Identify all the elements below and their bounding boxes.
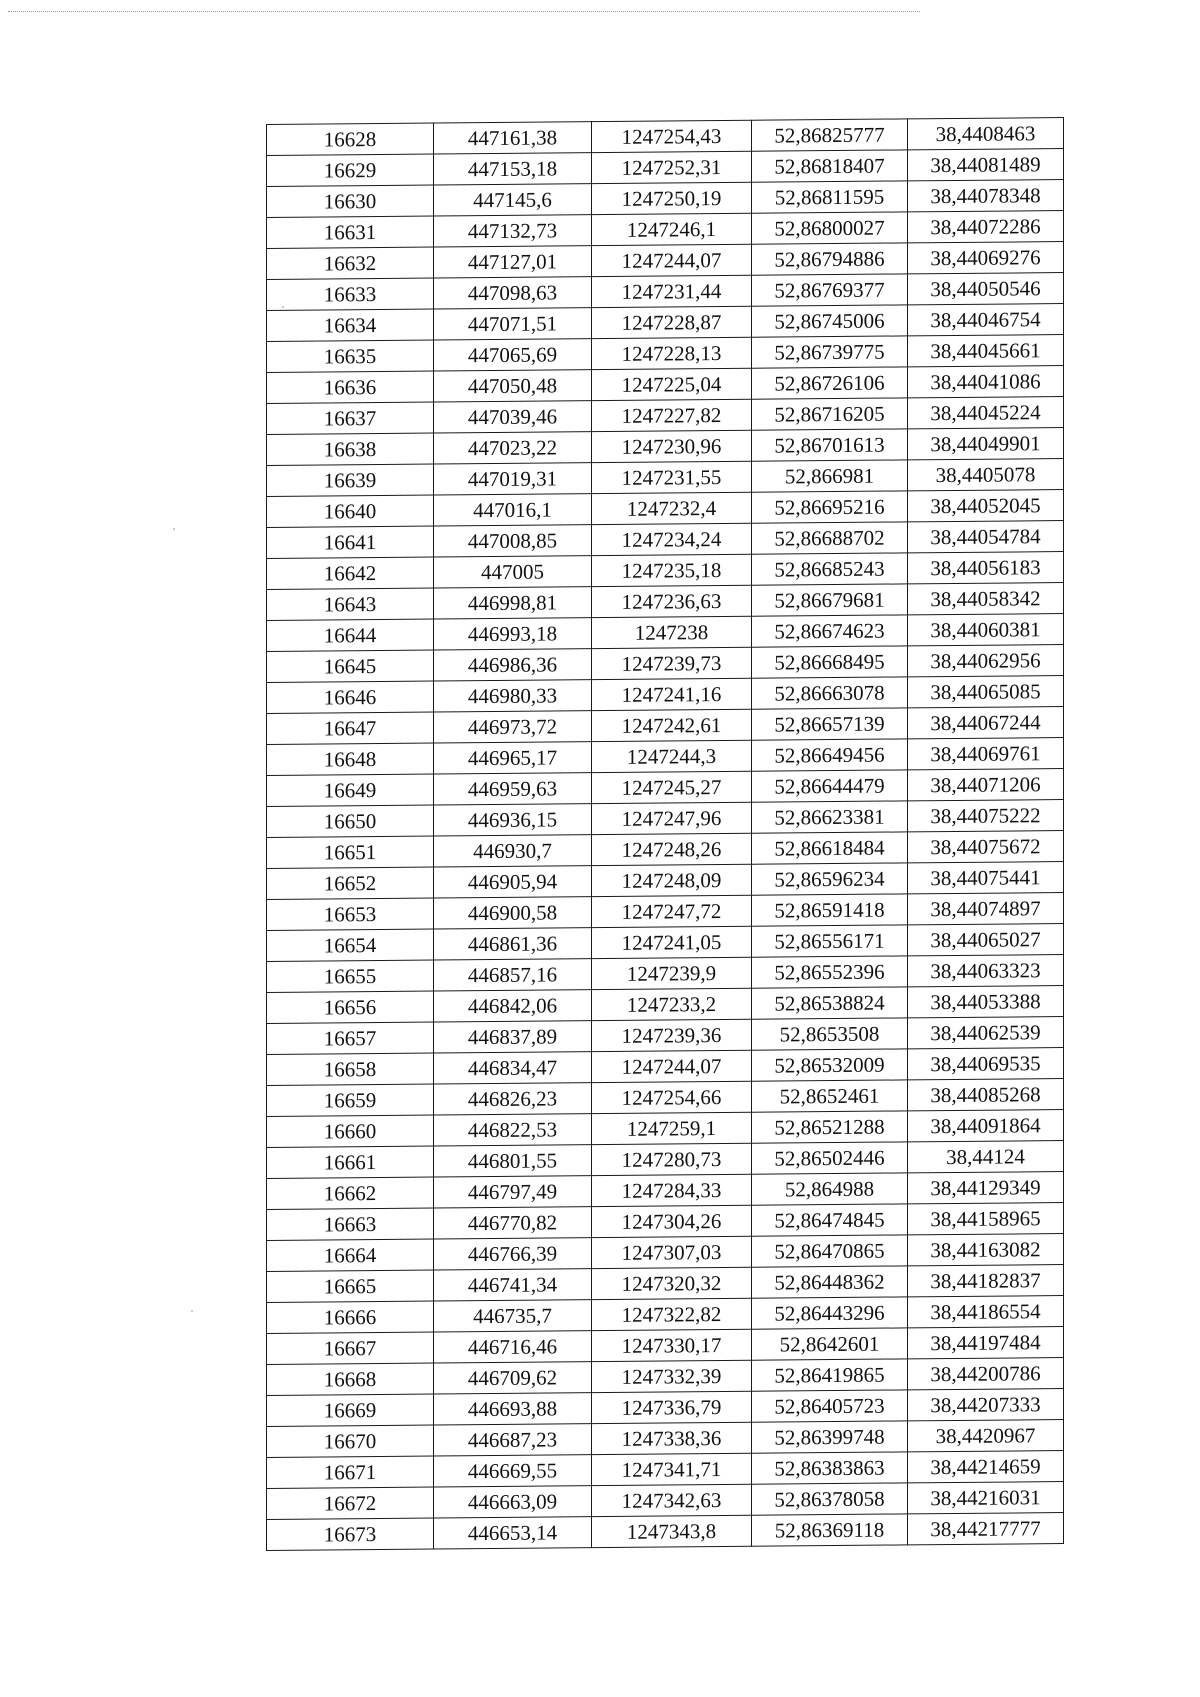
- y-coordinate-cell: 1247244,07: [592, 1050, 752, 1082]
- x-coordinate-cell: 446822,53: [434, 1114, 592, 1146]
- coordinates-table-body: [267, 118, 1064, 1551]
- latitude-cell: 52,86663078: [752, 677, 908, 709]
- x-coordinate-cell: 446986,36: [434, 649, 592, 681]
- y-coordinate-cell: 1247239,36: [592, 1019, 752, 1051]
- longitude-cell: 38,44091864: [908, 1110, 1064, 1142]
- point-number-cell: 16645: [267, 650, 434, 682]
- latitude-cell: 52,86668495: [752, 646, 908, 678]
- x-coordinate-cell: 447145,6: [434, 184, 592, 216]
- longitude-cell: 38,44182837: [908, 1265, 1064, 1297]
- point-number-cell: 16630: [267, 185, 434, 217]
- longitude-cell: 38,44158965: [908, 1203, 1064, 1235]
- point-number-cell: 16633: [267, 278, 434, 310]
- y-coordinate-cell: 1247307,03: [592, 1236, 752, 1268]
- longitude-cell: 38,44075441: [908, 862, 1064, 894]
- longitude-cell: 38,44075672: [908, 831, 1064, 863]
- latitude-cell: 52,864988: [752, 1173, 908, 1205]
- point-number-cell: 16661: [267, 1146, 434, 1178]
- longitude-cell: 38,44069535: [908, 1048, 1064, 1080]
- longitude-cell: 38,44129349: [908, 1172, 1064, 1204]
- y-coordinate-cell: 1247248,26: [592, 833, 752, 865]
- x-coordinate-cell: 447019,31: [434, 463, 592, 495]
- point-number-cell: 16671: [267, 1456, 434, 1488]
- x-coordinate-cell: 446980,33: [434, 680, 592, 712]
- point-number-cell: 16638: [267, 433, 434, 465]
- latitude-cell: 52,86383863: [752, 1452, 908, 1484]
- y-coordinate-cell: 1247231,55: [592, 461, 752, 493]
- latitude-cell: 52,86618484: [752, 832, 908, 864]
- x-coordinate-cell: 446716,46: [434, 1331, 592, 1363]
- latitude-cell: 52,86399748: [752, 1421, 908, 1453]
- latitude-cell: 52,86502446: [752, 1142, 908, 1174]
- latitude-cell: 52,8653508: [752, 1018, 908, 1050]
- x-coordinate-cell: 446861,36: [434, 928, 592, 960]
- scan-artifact-line: [8, 11, 920, 12]
- longitude-cell: 38,44081489: [908, 149, 1064, 181]
- longitude-cell: 38,44062956: [908, 645, 1064, 677]
- y-coordinate-cell: 1247332,39: [592, 1360, 752, 1392]
- point-number-cell: 16652: [267, 867, 434, 899]
- point-number-cell: 16654: [267, 929, 434, 961]
- y-coordinate-cell: 1247247,96: [592, 802, 752, 834]
- x-coordinate-cell: 446998,81: [434, 587, 592, 619]
- longitude-cell: 38,44050546: [908, 273, 1064, 305]
- y-coordinate-cell: 1247322,82: [592, 1298, 752, 1330]
- latitude-cell: 52,86623381: [752, 801, 908, 833]
- x-coordinate-cell: 447065,69: [434, 339, 592, 371]
- x-coordinate-cell: 446959,63: [434, 773, 592, 805]
- latitude-cell: 52,86745006: [752, 305, 908, 337]
- longitude-cell: 38,44085268: [908, 1079, 1064, 1111]
- y-coordinate-cell: 1247231,44: [592, 275, 752, 307]
- y-coordinate-cell: 1247250,19: [592, 182, 752, 214]
- point-number-cell: 16659: [267, 1084, 434, 1116]
- point-number-cell: 16653: [267, 898, 434, 930]
- point-number-cell: 16635: [267, 340, 434, 372]
- x-coordinate-cell: 446693,88: [434, 1393, 592, 1425]
- x-coordinate-cell: 446993,18: [434, 618, 592, 650]
- y-coordinate-cell: 1247341,71: [592, 1453, 752, 1485]
- x-coordinate-cell: 446900,58: [434, 897, 592, 929]
- y-coordinate-cell: 1247343,8: [592, 1515, 752, 1547]
- y-coordinate-cell: 1247338,36: [592, 1422, 752, 1454]
- latitude-cell: 52,86552396: [752, 956, 908, 988]
- longitude-cell: 38,44124: [908, 1141, 1064, 1173]
- y-coordinate-cell: 1247244,3: [592, 740, 752, 772]
- x-coordinate-cell: 447005: [434, 556, 592, 588]
- y-coordinate-cell: 1247241,05: [592, 926, 752, 958]
- point-number-cell: 16650: [267, 805, 434, 837]
- point-number-cell: 16658: [267, 1053, 434, 1085]
- y-coordinate-cell: 1247245,27: [592, 771, 752, 803]
- longitude-cell: 38,44216031: [908, 1482, 1064, 1514]
- point-number-cell: 16672: [267, 1487, 434, 1519]
- point-number-cell: 16634: [267, 309, 434, 341]
- latitude-cell: 52,86726106: [752, 367, 908, 399]
- point-number-cell: 16655: [267, 960, 434, 992]
- longitude-cell: 38,44053388: [908, 986, 1064, 1018]
- longitude-cell: 38,44041086: [908, 366, 1064, 398]
- x-coordinate-cell: 447039,46: [434, 401, 592, 433]
- point-number-cell: 16646: [267, 681, 434, 713]
- x-coordinate-cell: 446735,7: [434, 1300, 592, 1332]
- longitude-cell: 38,4420967: [908, 1420, 1064, 1452]
- scan-speck: [191, 1310, 193, 1312]
- point-number-cell: 16673: [267, 1518, 434, 1550]
- x-coordinate-cell: 447008,85: [434, 525, 592, 557]
- x-coordinate-cell: 447153,18: [434, 153, 592, 185]
- y-coordinate-cell: 1247230,96: [592, 430, 752, 462]
- longitude-cell: 38,44217777: [908, 1513, 1064, 1545]
- latitude-cell: 52,86811595: [752, 181, 908, 213]
- longitude-cell: 38,44214659: [908, 1451, 1064, 1483]
- latitude-cell: 52,86474845: [752, 1204, 908, 1236]
- latitude-cell: 52,86419865: [752, 1359, 908, 1391]
- latitude-cell: 52,866981: [752, 460, 908, 492]
- latitude-cell: 52,86644479: [752, 770, 908, 802]
- x-coordinate-cell: 446687,23: [434, 1424, 592, 1456]
- point-number-cell: 16647: [267, 712, 434, 744]
- x-coordinate-cell: 447127,01: [434, 246, 592, 278]
- y-coordinate-cell: 1247247,72: [592, 895, 752, 927]
- x-coordinate-cell: 446834,47: [434, 1052, 592, 1084]
- y-coordinate-cell: 1247238: [592, 616, 752, 648]
- point-number-cell: 16663: [267, 1208, 434, 1240]
- point-number-cell: 16660: [267, 1115, 434, 1147]
- x-coordinate-cell: 446930,7: [434, 835, 592, 867]
- point-number-cell: 16657: [267, 1022, 434, 1054]
- longitude-cell: 38,44062539: [908, 1017, 1064, 1049]
- longitude-cell: 38,44058342: [908, 583, 1064, 615]
- y-coordinate-cell: 1247252,31: [592, 151, 752, 183]
- longitude-cell: 38,44049901: [908, 428, 1064, 460]
- y-coordinate-cell: 1247320,32: [592, 1267, 752, 1299]
- y-coordinate-cell: 1247227,82: [592, 399, 752, 431]
- longitude-cell: 38,44056183: [908, 552, 1064, 584]
- latitude-cell: 52,8652461: [752, 1080, 908, 1112]
- longitude-cell: 38,44063323: [908, 955, 1064, 987]
- x-coordinate-cell: 447132,73: [434, 215, 592, 247]
- y-coordinate-cell: 1247236,63: [592, 585, 752, 617]
- y-coordinate-cell: 1247239,9: [592, 957, 752, 989]
- x-coordinate-cell: 446797,49: [434, 1176, 592, 1208]
- latitude-cell: 52,86800027: [752, 212, 908, 244]
- point-number-cell: 16664: [267, 1239, 434, 1271]
- latitude-cell: 52,86818407: [752, 150, 908, 182]
- table-row: [267, 1513, 1064, 1551]
- latitude-cell: 52,86688702: [752, 522, 908, 554]
- point-number-cell: 16636: [267, 371, 434, 403]
- point-number-cell: 16668: [267, 1363, 434, 1395]
- x-coordinate-cell: 446801,55: [434, 1145, 592, 1177]
- longitude-cell: 38,44207333: [908, 1389, 1064, 1421]
- y-coordinate-cell: 1247259,1: [592, 1112, 752, 1144]
- y-coordinate-cell: 1247235,18: [592, 554, 752, 586]
- point-number-cell: 16648: [267, 743, 434, 775]
- x-coordinate-cell: 447161,38: [434, 122, 592, 154]
- x-coordinate-cell: 446766,39: [434, 1238, 592, 1270]
- y-coordinate-cell: 1247228,87: [592, 306, 752, 338]
- x-coordinate-cell: 446905,94: [434, 866, 592, 898]
- x-coordinate-cell: 446837,89: [434, 1021, 592, 1053]
- point-number-cell: 16651: [267, 836, 434, 868]
- x-coordinate-cell: 447016,1: [434, 494, 592, 526]
- longitude-cell: 38,44060381: [908, 614, 1064, 646]
- point-number-cell: 16670: [267, 1425, 434, 1457]
- longitude-cell: 38,4408463: [908, 118, 1064, 150]
- latitude-cell: 52,86532009: [752, 1049, 908, 1081]
- x-coordinate-cell: 446663,09: [434, 1486, 592, 1518]
- point-number-cell: 16667: [267, 1332, 434, 1364]
- point-number-cell: 16656: [267, 991, 434, 1023]
- x-coordinate-cell: 446770,82: [434, 1207, 592, 1239]
- point-number-cell: 16631: [267, 216, 434, 248]
- latitude-cell: 52,86794886: [752, 243, 908, 275]
- latitude-cell: 52,86538824: [752, 987, 908, 1019]
- y-coordinate-cell: 1247234,24: [592, 523, 752, 555]
- longitude-cell: 38,44075222: [908, 800, 1064, 832]
- longitude-cell: 38,44045224: [908, 397, 1064, 429]
- y-coordinate-cell: 1247254,66: [592, 1081, 752, 1113]
- longitude-cell: 38,44071206: [908, 769, 1064, 801]
- point-number-cell: 16665: [267, 1270, 434, 1302]
- x-coordinate-cell: 446709,62: [434, 1362, 592, 1394]
- point-number-cell: 16649: [267, 774, 434, 806]
- y-coordinate-cell: 1247342,63: [592, 1484, 752, 1516]
- y-coordinate-cell: 1247336,79: [592, 1391, 752, 1423]
- latitude-cell: 52,86679681: [752, 584, 908, 616]
- scan-speck: [173, 528, 175, 530]
- longitude-cell: 38,44069761: [908, 738, 1064, 770]
- x-coordinate-cell: 446826,23: [434, 1083, 592, 1115]
- x-coordinate-cell: 447023,22: [434, 432, 592, 464]
- longitude-cell: 38,44065027: [908, 924, 1064, 956]
- point-number-cell: 16643: [267, 588, 434, 620]
- x-coordinate-cell: 447071,51: [434, 308, 592, 340]
- point-number-cell: 16642: [267, 557, 434, 589]
- longitude-cell: 38,44046754: [908, 304, 1064, 336]
- y-coordinate-cell: 1247280,73: [592, 1143, 752, 1175]
- longitude-cell: 38,44054784: [908, 521, 1064, 553]
- longitude-cell: 38,44197484: [908, 1327, 1064, 1359]
- latitude-cell: 52,86769377: [752, 274, 908, 306]
- x-coordinate-cell: 446842,06: [434, 990, 592, 1022]
- longitude-cell: 38,4405078: [908, 459, 1064, 491]
- point-number-cell: 16641: [267, 526, 434, 558]
- y-coordinate-cell: 1247232,4: [592, 492, 752, 524]
- longitude-cell: 38,44074897: [908, 893, 1064, 925]
- latitude-cell: 52,86369118: [752, 1514, 908, 1546]
- latitude-cell: 52,86825777: [752, 119, 908, 151]
- y-coordinate-cell: 1247228,13: [592, 337, 752, 369]
- x-coordinate-cell: 446857,16: [434, 959, 592, 991]
- latitude-cell: 52,86521288: [752, 1111, 908, 1143]
- y-coordinate-cell: 1247241,16: [592, 678, 752, 710]
- y-coordinate-cell: 1247254,43: [592, 120, 752, 152]
- latitude-cell: 52,86695216: [752, 491, 908, 523]
- longitude-cell: 38,44186554: [908, 1296, 1064, 1328]
- latitude-cell: 52,86443296: [752, 1297, 908, 1329]
- longitude-cell: 38,44072286: [908, 211, 1064, 243]
- longitude-cell: 38,44069276: [908, 242, 1064, 274]
- longitude-cell: 38,44065085: [908, 676, 1064, 708]
- longitude-cell: 38,44163082: [908, 1234, 1064, 1266]
- longitude-cell: 38,44052045: [908, 490, 1064, 522]
- longitude-cell: 38,44200786: [908, 1358, 1064, 1390]
- point-number-cell: 16637: [267, 402, 434, 434]
- longitude-cell: 38,44045661: [908, 335, 1064, 367]
- latitude-cell: 52,86685243: [752, 553, 908, 585]
- y-coordinate-cell: 1247330,17: [592, 1329, 752, 1361]
- x-coordinate-cell: 446653,14: [434, 1517, 592, 1549]
- point-number-cell: 16669: [267, 1394, 434, 1426]
- y-coordinate-cell: 1247225,04: [592, 368, 752, 400]
- longitude-cell: 38,44067244: [908, 707, 1064, 739]
- x-coordinate-cell: 447050,48: [434, 370, 592, 402]
- latitude-cell: 52,86470865: [752, 1235, 908, 1267]
- latitude-cell: 52,86405723: [752, 1390, 908, 1422]
- latitude-cell: 52,86448362: [752, 1266, 908, 1298]
- x-coordinate-cell: 447098,63: [434, 277, 592, 309]
- y-coordinate-cell: 1247244,07: [592, 244, 752, 276]
- latitude-cell: 52,8642601: [752, 1328, 908, 1360]
- latitude-cell: 52,86378058: [752, 1483, 908, 1515]
- x-coordinate-cell: 446973,72: [434, 711, 592, 743]
- point-number-cell: 16662: [267, 1177, 434, 1209]
- x-coordinate-cell: 446936,15: [434, 804, 592, 836]
- x-coordinate-cell: 446741,34: [434, 1269, 592, 1301]
- x-coordinate-cell: 446965,17: [434, 742, 592, 774]
- y-coordinate-cell: 1247233,2: [592, 988, 752, 1020]
- longitude-cell: 38,44078348: [908, 180, 1064, 212]
- x-coordinate-cell: 446669,55: [434, 1455, 592, 1487]
- latitude-cell: 52,86556171: [752, 925, 908, 957]
- y-coordinate-cell: 1247248,09: [592, 864, 752, 896]
- y-coordinate-cell: 1247284,33: [592, 1174, 752, 1206]
- latitude-cell: 52,86596234: [752, 863, 908, 895]
- latitude-cell: 52,86739775: [752, 336, 908, 368]
- point-number-cell: 16639: [267, 464, 434, 496]
- point-number-cell: 16644: [267, 619, 434, 651]
- y-coordinate-cell: 1247242,61: [592, 709, 752, 741]
- latitude-cell: 52,86649456: [752, 739, 908, 771]
- y-coordinate-cell: 1247304,26: [592, 1205, 752, 1237]
- point-number-cell: 16632: [267, 247, 434, 279]
- latitude-cell: 52,86701613: [752, 429, 908, 461]
- latitude-cell: 52,86657139: [752, 708, 908, 740]
- point-number-cell: 16628: [267, 123, 434, 155]
- point-number-cell: 16629: [267, 154, 434, 186]
- y-coordinate-cell: 1247246,1: [592, 213, 752, 245]
- latitude-cell: 52,86674623: [752, 615, 908, 647]
- point-number-cell: 16666: [267, 1301, 434, 1333]
- coordinates-table: [266, 117, 1064, 1551]
- y-coordinate-cell: 1247239,73: [592, 647, 752, 679]
- point-number-cell: 16640: [267, 495, 434, 527]
- latitude-cell: 52,86591418: [752, 894, 908, 926]
- latitude-cell: 52,86716205: [752, 398, 908, 430]
